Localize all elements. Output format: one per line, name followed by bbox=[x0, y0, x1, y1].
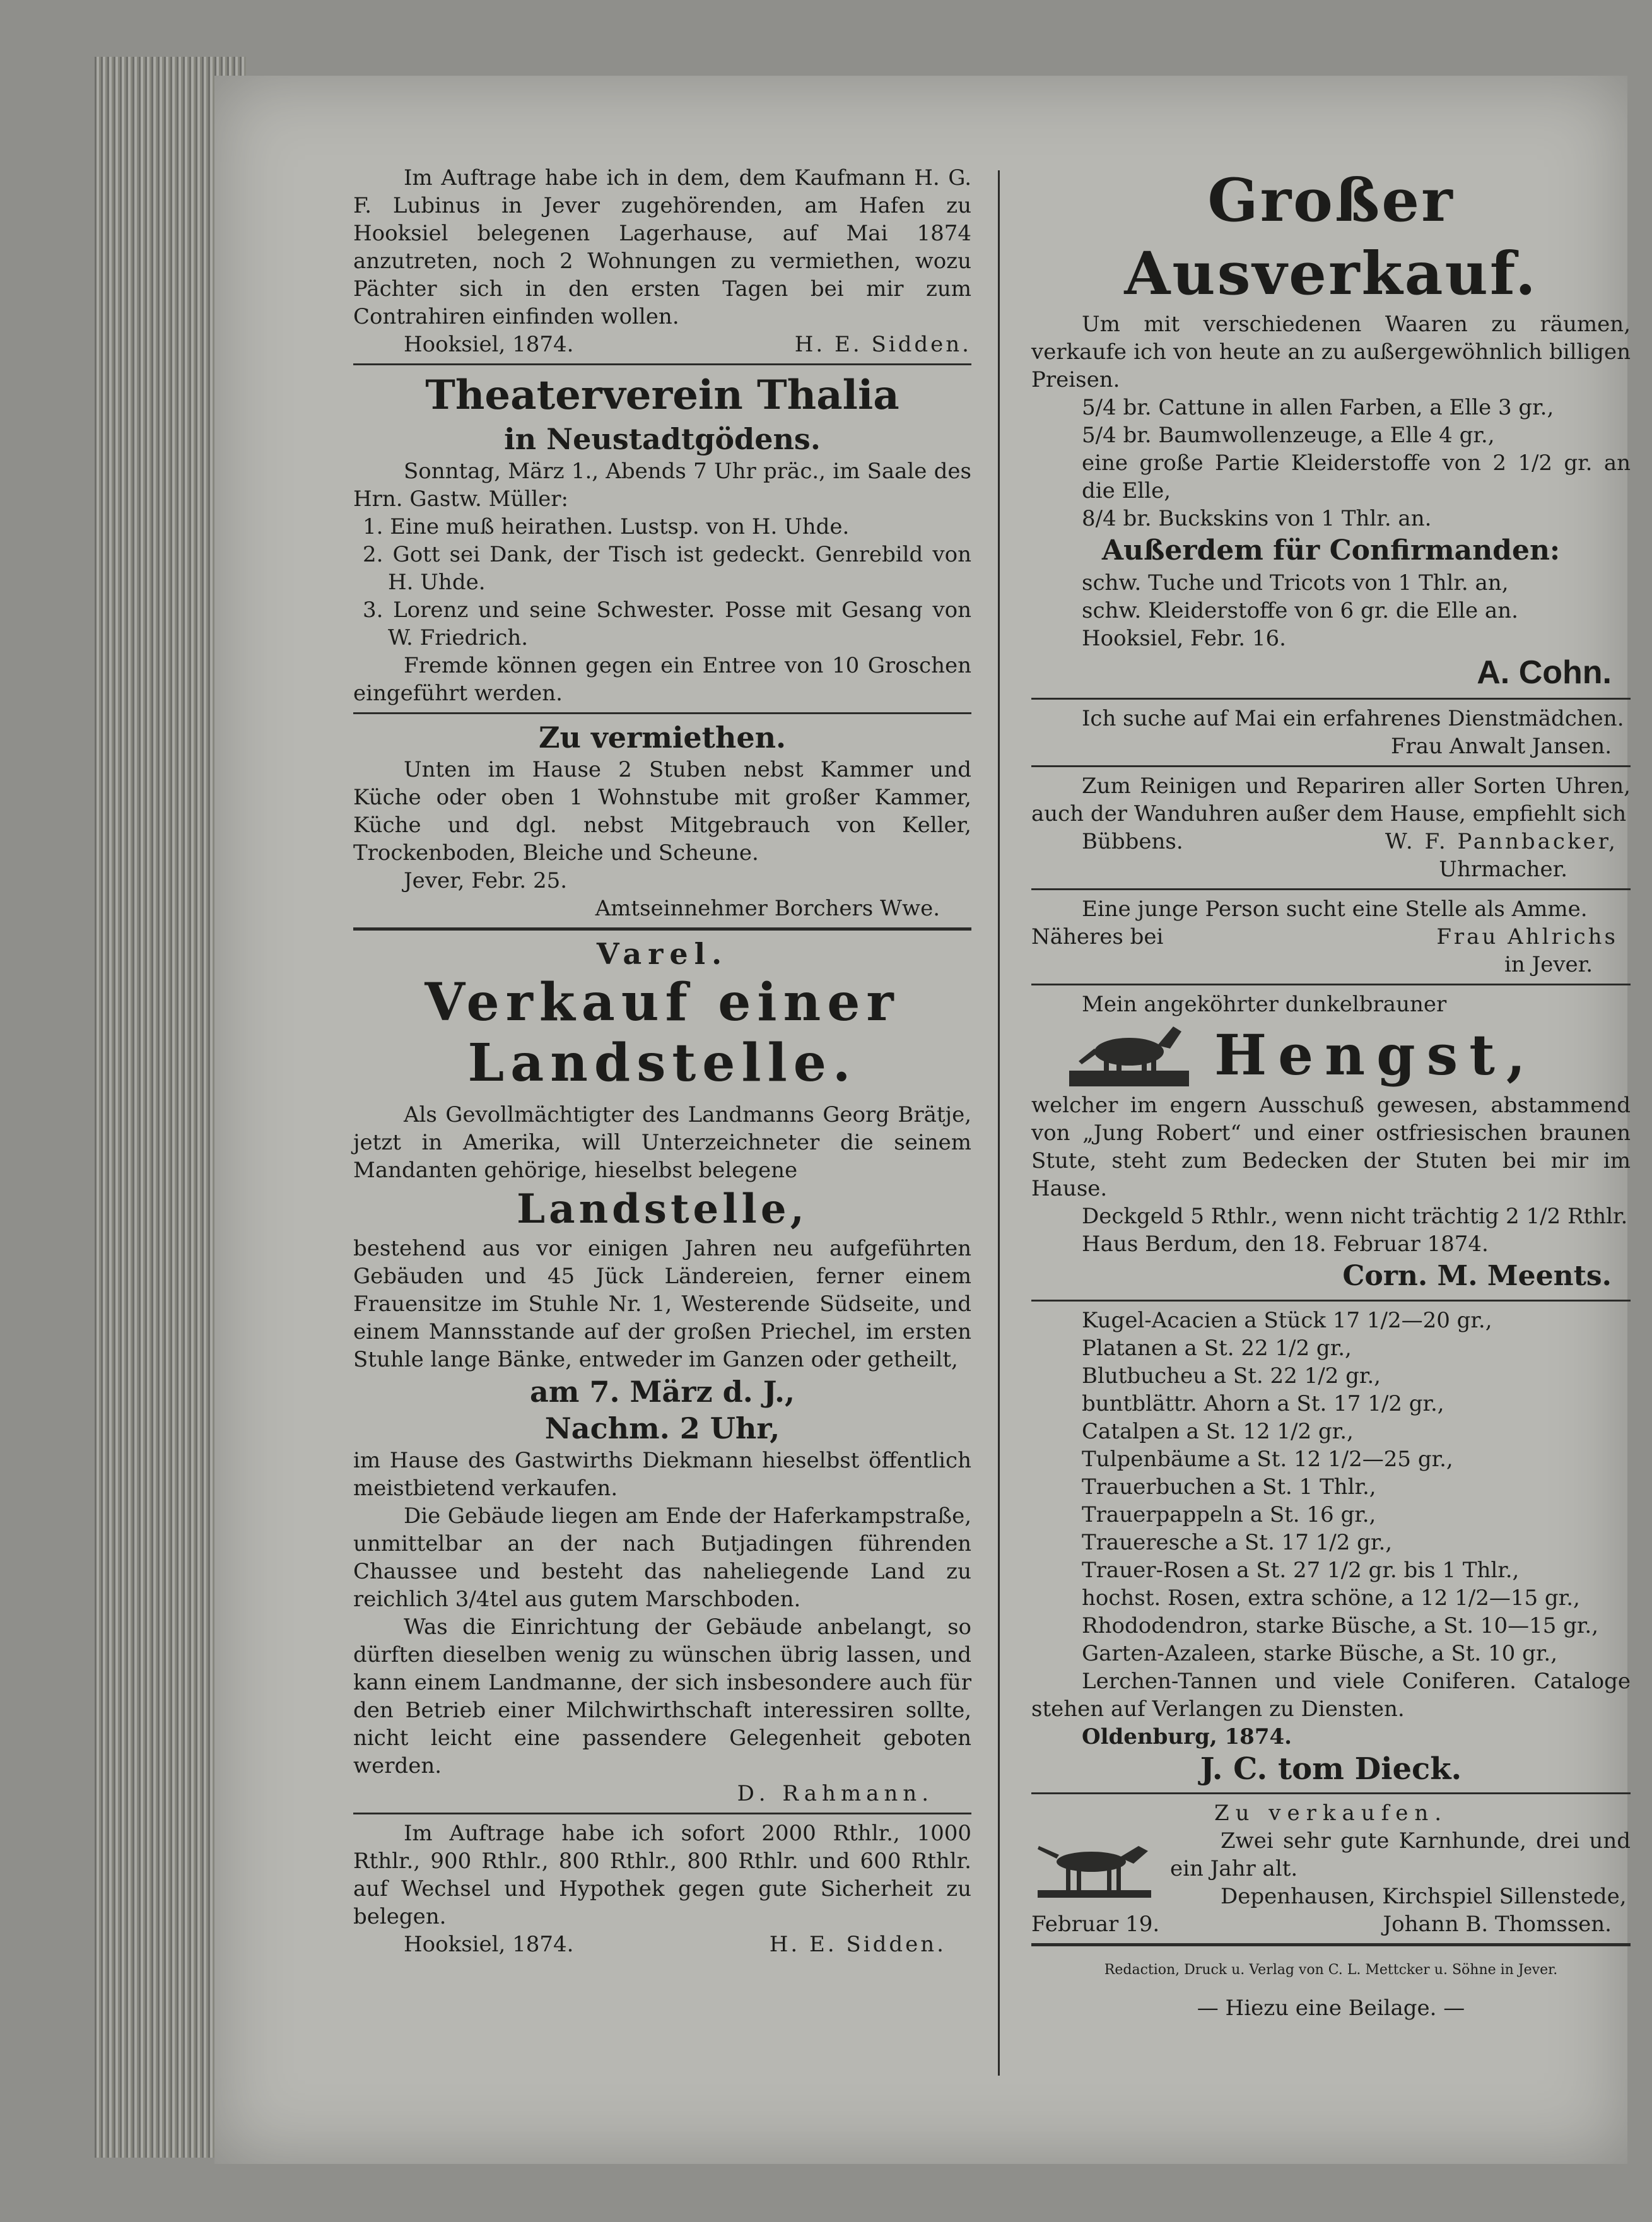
ad-theaterverein bbox=[353, 370, 971, 707]
ad-rule bbox=[1031, 765, 1631, 767]
plant-item: Lerchen-Tannen und viele Coniferen. Cataloge stehen auf Verlangen zu Diensten. bbox=[1031, 1669, 1631, 1722]
ad-rule bbox=[1031, 888, 1631, 890]
ad-title: Zu verkaufen. bbox=[1214, 1801, 1448, 1826]
supplement-note: — Hiezu eine Beilage. — bbox=[1197, 1996, 1465, 2021]
ad-footer bbox=[1031, 1910, 1631, 1938]
ad-intro: Sonntag, März 1., Abends 7 Uhr präc., im Saale des Hrn. Gastw. Müller: bbox=[353, 459, 971, 512]
plant-item: hochst. Rosen, extra schöne, a 12 1/2—15 gr., bbox=[1082, 1585, 1580, 1611]
ad-subtitle: in Neustadtgödens. bbox=[504, 422, 821, 456]
ad-title: Hengst, bbox=[1214, 1022, 1537, 1088]
ad-signer: Johann B. Thomssen. bbox=[1383, 1912, 1612, 1937]
ad-karnhunde bbox=[1031, 1799, 1631, 1938]
right-column bbox=[1031, 164, 1631, 2022]
ad-text: Unten im Hause 2 Stuben nebst Kammer und Küche oder oben 1 Wohnstube mit großer Kammer, Küche und dgl. nebst Mitgebrauch von Keller, Trockenboden, Bleiche und Scheune. bbox=[353, 757, 971, 866]
ad-rule bbox=[353, 1813, 971, 1814]
ad-footer bbox=[1031, 923, 1631, 951]
plant-item: Traueresche a St. 17 1/2 gr., bbox=[1082, 1530, 1393, 1555]
ad-rule bbox=[353, 363, 971, 365]
ad-signer: D. Rahmann. bbox=[737, 1781, 934, 1806]
plant-item: Trauerbuchen a St. 1 Thlr., bbox=[1082, 1474, 1376, 1500]
ad-signer: W. F. Pannbacker, bbox=[1385, 829, 1618, 854]
plant-item: buntblättr. Ahorn a St. 17 1/2 gr., bbox=[1082, 1391, 1444, 1416]
ad-signer: A. Cohn. bbox=[1477, 654, 1612, 691]
ad-place: Oldenburg, 1874. bbox=[1082, 1724, 1292, 1749]
ad-signer: Corn. M. Meents. bbox=[1342, 1260, 1612, 1292]
ad-signer-place: in Jever. bbox=[1504, 952, 1593, 977]
ad-title: Zu vermiethen. bbox=[538, 720, 787, 755]
ad-rule bbox=[1031, 1300, 1631, 1302]
ad-baumschule bbox=[1031, 1307, 1631, 1787]
ad-title-line1: Verkauf einer bbox=[425, 972, 900, 1033]
ad-dienstmaedchen bbox=[1031, 705, 1631, 760]
price-item: 8/4 br. Buckskins von 1 Thlr. an. bbox=[1082, 506, 1432, 531]
ad-rule bbox=[1031, 1792, 1631, 1794]
ad-auftrage bbox=[353, 1819, 971, 1958]
ad-place: Hooksiel, 1874. bbox=[404, 1932, 574, 1957]
ad-text: Zwei sehr gute Karnhunde, drei und ein Jahr alt. bbox=[1170, 1828, 1631, 1881]
ad-role: Uhrmacher. bbox=[1439, 857, 1567, 882]
ad-signer: H. E. Sidden. bbox=[769, 1932, 946, 1957]
ad-rule bbox=[1031, 698, 1631, 700]
ad-place: Haus Berdum, den 18. Februar 1874. bbox=[1082, 1232, 1489, 1257]
ad-text: bestehend aus vor einigen Jahren neu aufgeführten Gebäuden und 45 Jück Ländereien, ferner einem Frauensitze im Stuhle Nr. 1, Westerende Südseite, und einem Mannsstande auf der großen Priechel, im ersten Stuhle lange Bänke, entweder im Ganzen oder getheilt, bbox=[353, 1236, 971, 1372]
ad-subtitle: Außerdem für Confirmanden: bbox=[1101, 534, 1561, 567]
program-item: 1. Eine muß heirathen. Lustsp. von H. Uhde. bbox=[363, 514, 850, 539]
plant-item: Trauer-Rosen a St. 27 1/2 gr. bis 1 Thlr., bbox=[1082, 1558, 1520, 1583]
dog-text bbox=[1170, 1827, 1631, 1910]
ad-footer bbox=[1031, 828, 1631, 855]
plant-item: Catalpen a St. 12 1/2 gr., bbox=[1082, 1419, 1354, 1444]
plant-item: Blutbucheu a St. 22 1/2 gr., bbox=[1082, 1363, 1381, 1389]
ad-title: Theaterverein Thalia bbox=[425, 372, 899, 419]
ad-place-title: Varel. bbox=[596, 937, 729, 971]
ad-place: Hooksiel, 1874. bbox=[404, 332, 574, 357]
plant-item: Trauerpappeln a St. 16 gr., bbox=[1082, 1502, 1376, 1527]
plant-item: Garten-Azaleen, starke Büsche, a St. 10 gr., bbox=[1082, 1641, 1558, 1666]
ad-text: welcher im engern Ausschuß gewesen, abstammend von „Jung Robert“ und einer ostfriesischen braunen Stute, steht zum Bedecken der Stuten bei mir im Hause. bbox=[1031, 1093, 1631, 1201]
ad-left: Näheres bei bbox=[1031, 924, 1164, 949]
ad-text: Im Auftrage habe ich sofort 2000 Rthlr., 1000 Rthlr., 900 Rthlr., 800 Rthlr., 800 Rthlr. und 600 Rthlr. auf Wechsel und Hypothek gegen gute Sicherheit zu belegen. bbox=[353, 1821, 971, 1929]
plant-item: Kugel-Acacien a Stück 17 1/2—20 gr., bbox=[1082, 1308, 1492, 1333]
horse-image bbox=[1069, 1020, 1189, 1090]
column-divider bbox=[998, 170, 1000, 2076]
ad-hengst bbox=[1031, 990, 1631, 1295]
ad-signer: Amtseinnehmer Borchers Wwe. bbox=[595, 896, 940, 921]
ad-lagerhaus bbox=[353, 164, 971, 358]
ad-date: Februar 19. bbox=[1031, 1912, 1160, 1937]
ad-footer bbox=[353, 331, 971, 358]
ad-signer: H. E. Sidden. bbox=[794, 332, 971, 357]
ad-text: Im Auftrage habe ich in dem, dem Kaufmann H. G. F. Lubinus in Jever zugehörenden, am Hafen zu Hooksiel belegenen Lagerhause, auf Mai 1874 anzutreten, noch 2 Wohnungen zu vermiethen, wozu Pächter sich in den ersten Tagen bei mir zum Contrahiren einfinden wollen. bbox=[353, 165, 971, 329]
ad-signer: Frau Ahlrichs bbox=[1436, 924, 1618, 949]
plant-item: Tulpenbäume a St. 12 1/2—25 gr., bbox=[1082, 1447, 1453, 1472]
imprint: Redaction, Druck u. Verlag von C. L. Mettcker u. Söhne in Jever. bbox=[1104, 1962, 1558, 1978]
dog-block bbox=[1031, 1827, 1631, 1910]
ad-ausverkauf bbox=[1031, 164, 1631, 693]
ad-landstelle-word: Landstelle, bbox=[517, 1185, 808, 1233]
price-item: schw. Kleiderstoffe von 6 gr. die Elle an. bbox=[1082, 598, 1518, 623]
ad-signer: Frau Anwalt Jansen. bbox=[1390, 734, 1612, 759]
ad-intro: Um mit verschiedenen Waaren zu räumen, verkaufe ich von heute an zu außergewöhnlich billigen Preisen. bbox=[1031, 312, 1631, 392]
ad-rule bbox=[353, 927, 971, 931]
program-item: 3. Lorenz und seine Schwester. Posse mit Gesang von W. Friedrich. bbox=[363, 597, 971, 650]
ad-amme bbox=[1031, 895, 1631, 979]
ad-zu-vermiethen bbox=[353, 719, 971, 922]
price-item: eine große Partie Kleiderstoffe von 2 1/2 gr. an die Elle, bbox=[1082, 450, 1631, 503]
price-list bbox=[1031, 569, 1631, 625]
ad-text: Die Gebäude liegen am Ende der Haferkampstraße, unmittelbar an der nach Butjadingen führenden Chaussee und besteht das naheliegende Land zu reichlich 3/4tel aus gutem Marschboden. bbox=[353, 1503, 971, 1612]
ad-footer bbox=[353, 1931, 971, 1958]
ad-intro: Mein angeköhrter dunkelbrauner bbox=[1082, 992, 1447, 1017]
left-column bbox=[353, 164, 971, 1958]
price-list bbox=[1031, 394, 1631, 532]
price-item: 5/4 br. Cattune in allen Farben, a Elle 3 gr., bbox=[1082, 395, 1554, 420]
ad-signer: J. C. tom Dieck. bbox=[1200, 1751, 1462, 1787]
ad-text: Zum Reinigen und Repariren aller Sorten Uhren, auch der Wanduhren außer dem Hause, empfiehlt sich bbox=[1031, 773, 1631, 826]
program-list bbox=[353, 513, 971, 652]
ad-text: im Hause des Gastwirths Diekmann hieselbst öffentlich meistbietend verkaufen. bbox=[353, 1448, 971, 1501]
ad-title-line2: Landstelle. bbox=[467, 1033, 857, 1093]
ad-rule bbox=[1031, 1943, 1631, 1946]
ad-time: Nachm. 2 Uhr, bbox=[544, 1411, 780, 1445]
ad-place: Depenhausen, Kirchspiel Sillenstede, bbox=[1221, 1884, 1627, 1909]
dog-image bbox=[1031, 1827, 1157, 1903]
ad-text: Ich suche auf Mai ein erfahrenes Dienstmädchen. bbox=[1082, 706, 1624, 731]
price-item: schw. Tuche und Tricots von 1 Thlr. an, bbox=[1082, 570, 1509, 596]
plant-item: Rhododendron, starke Büsche, a St. 10—15 gr., bbox=[1082, 1613, 1599, 1638]
hengst-heading bbox=[1031, 1018, 1631, 1091]
ad-place: Hooksiel, Febr. 16. bbox=[1082, 626, 1286, 651]
plant-item: Platanen a St. 22 1/2 gr., bbox=[1082, 1336, 1352, 1361]
ad-text: Eine junge Person sucht eine Stelle als Amme. bbox=[1082, 896, 1588, 922]
ad-place: Jever, Febr. 25. bbox=[404, 868, 568, 893]
ad-text: Was die Einrichtung der Gebäude anbelangt, so dürften dieselben wenig zu wünschen übrig lassen, und kann einem Landmanne, der sich insbesondere auch für den Betrieb einer Milchwirthschaft interessiren sollte, nicht leicht eine passendere Gelegenheit geboten werden. bbox=[353, 1614, 971, 1778]
ad-place: Bübbens. bbox=[1082, 829, 1183, 854]
ad-landstelle bbox=[353, 936, 971, 1808]
ad-note: Fremde können gegen ein Entree von 10 Groschen eingeführt werden. bbox=[353, 653, 971, 706]
ad-fee: Deckgeld 5 Rthlr., wenn nicht trächtig 2 1/2 Rthlr. bbox=[1082, 1204, 1628, 1229]
ad-title: Großer Ausverkauf. bbox=[1124, 166, 1538, 309]
ad-uhrmacher bbox=[1031, 772, 1631, 883]
ad-date: am 7. März d. J., bbox=[529, 1375, 795, 1409]
ad-rule bbox=[1031, 984, 1631, 985]
ad-text: Als Gevollmächtigter des Landmanns Georg Brätje, jetzt in Amerika, will Unterzeichneter die seinem Mandanten gehörige, hieselbst belegene bbox=[353, 1102, 971, 1183]
plant-list bbox=[1031, 1307, 1631, 1667]
price-item: 5/4 br. Baumwollenzeuge, a Elle 4 gr., bbox=[1082, 423, 1495, 448]
program-item: 2. Gott sei Dank, der Tisch ist gedeckt. Genrebild von H. Uhde. bbox=[363, 542, 971, 595]
ad-rule bbox=[353, 712, 971, 714]
